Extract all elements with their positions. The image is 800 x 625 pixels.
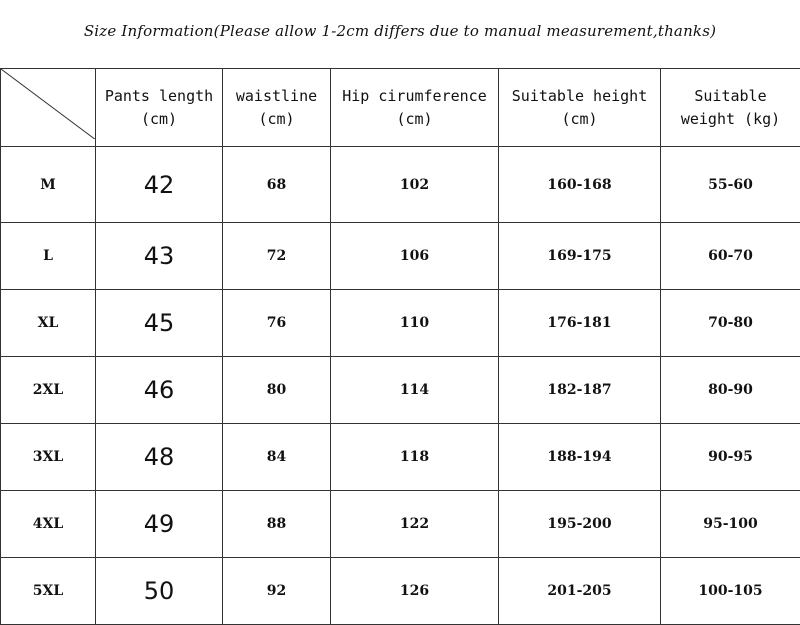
table-row [1,147,800,223]
height-cell: 160-168 [499,147,661,223]
pants-length-cell: 42 [96,147,223,223]
table-header-row [1,69,800,147]
pants-length-cell: 50 [96,558,223,625]
pants-length-cell: 46 [96,357,223,424]
hip-cell: 126 [331,558,499,625]
waistline-cell: 92 [223,558,331,625]
waistline-cell: 68 [223,147,331,223]
header-suitable-height: Suitable height (cm) [499,69,661,147]
hip-cell: 102 [331,147,499,223]
weight-cell: 80-90 [661,357,800,424]
size-cell: L [1,223,96,290]
height-cell: 188-194 [499,424,661,491]
hip-cell: 110 [331,290,499,357]
weight-cell: 95-100 [661,491,800,558]
waistline-cell: 88 [223,491,331,558]
weight-cell: 55-60 [661,147,800,223]
diagonal-divider [1,69,95,139]
table-row [1,558,800,625]
hip-cell: 118 [331,424,499,491]
table-row [1,491,800,558]
table-row [1,424,800,491]
weight-cell: 90-95 [661,424,800,491]
waistline-cell: 84 [223,424,331,491]
pants-length-cell: 49 [96,491,223,558]
hip-cell: 106 [331,223,499,290]
table-row [1,357,800,424]
height-cell: 201-205 [499,558,661,625]
corner-cell [1,69,96,147]
size-chart-title: Size Information(Please allow 1-2cm differs due to manual measurement,thanks) [0,22,800,40]
header-hip-circumference: Hip cirumference (cm) [331,69,499,147]
pants-length-cell: 45 [96,290,223,357]
height-cell: 169-175 [499,223,661,290]
size-table [0,68,800,625]
size-cell: 5XL [1,558,96,625]
table-row [1,290,800,357]
size-cell: 2XL [1,357,96,424]
pants-length-cell: 48 [96,424,223,491]
table-row [1,223,800,290]
size-cell: 4XL [1,491,96,558]
header-waistline: waistline (cm) [223,69,331,147]
waistline-cell: 76 [223,290,331,357]
size-cell: XL [1,290,96,357]
header-pants-length: Pants length (cm) [96,69,223,147]
pants-length-cell: 43 [96,223,223,290]
weight-cell: 60-70 [661,223,800,290]
height-cell: 182-187 [499,357,661,424]
hip-cell: 114 [331,357,499,424]
hip-cell: 122 [331,491,499,558]
waistline-cell: 72 [223,223,331,290]
weight-cell: 100-105 [661,558,800,625]
waistline-cell: 80 [223,357,331,424]
height-cell: 195-200 [499,491,661,558]
size-cell: 3XL [1,424,96,491]
weight-cell: 70-80 [661,290,800,357]
header-suitable-weight: Suitable weight (kg) [661,69,800,147]
size-cell: M [1,147,96,223]
height-cell: 176-181 [499,290,661,357]
